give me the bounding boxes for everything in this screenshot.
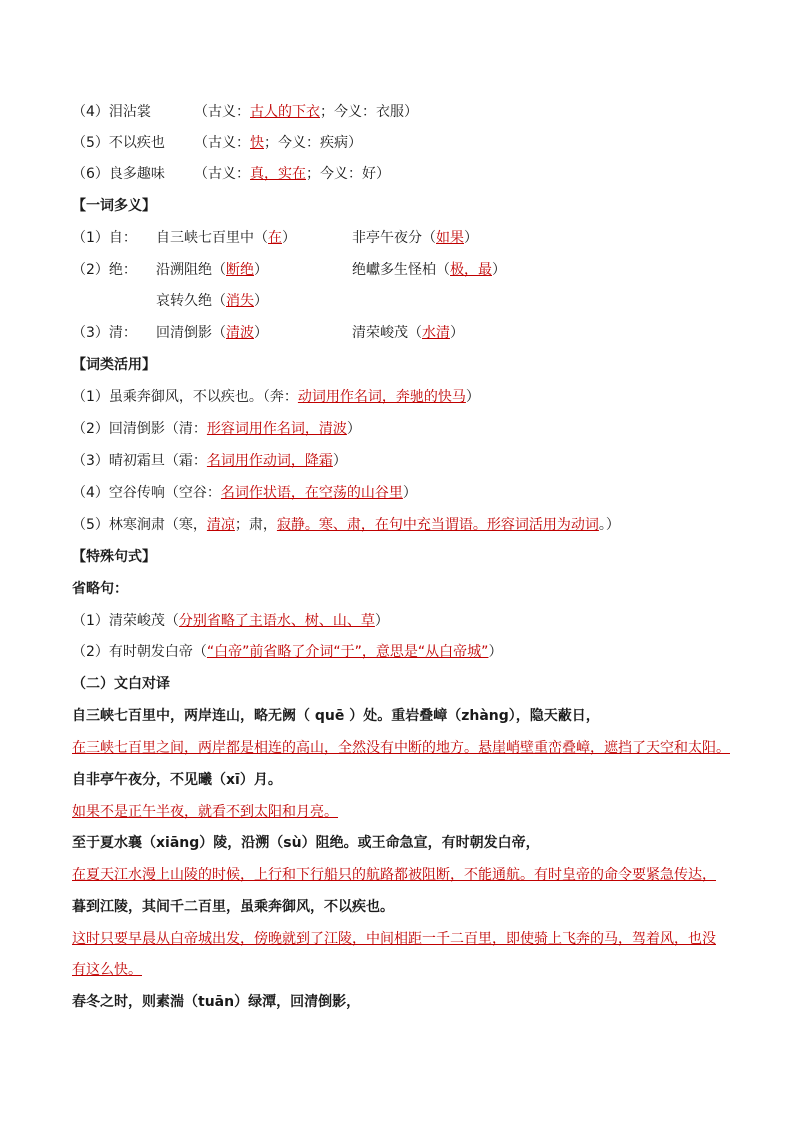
gujin-row-6: （6）良多趣味 （古义：真，实在；今义：好） <box>72 166 390 182</box>
section-heading-wenbai: （二）文白对译 <box>72 676 170 692</box>
yici-row-2: （2）绝： 沿溯阻绝（断绝） 绝巘多生怪柏（极，最） <box>72 262 506 278</box>
wenbai-trans-3: 在夏天江水漫上山陵的时候，上行和下行船只的航路都被阻断，不能通航。有时皇帝的命令要紧急传达， <box>72 867 716 883</box>
cilei-row-1: （1）虽乘奔御风，不以疾也。（奔：动词用作名词，奔驰的快马） <box>72 389 480 405</box>
teshu-row-1: （1）清荣峻茂（分别省略了主语水、树、山、草） <box>72 613 389 629</box>
wenbai-trans-4b: 有这么快。 <box>72 962 142 978</box>
gujin-row-4: （4）泪沾裳 （古义：古人的下衣；今义：衣服） <box>72 104 418 120</box>
document-page: （4）泪沾裳 （古义：古人的下衣；今义：衣服） （5）不以疾也 （古义：快；今义：疾病） （6）良多趣味 （古义：真，实在；今义：好） 【一词多义】 （1）自： 自三峡七百里中（在） 非亭午夜分（如果） （2）绝： 沿溯阻绝（断绝） 绝巘多生怪柏（极，最） 哀转久绝（消失） （3）清： 回清倒影（清波） 清荣峻茂（水清） 【词类活用】 （1）虽乘奔御风，不以疾也。（奔：动词用作名词，奔驰的快马） （2）回清倒影（清：形容词用作名词，清波） （3）晴初霜旦（霜：名词用作动词，降霜） （4）空谷传响（空谷：名词作状语，在空荡的山谷里） （5）林寒涧肃（寒，清凉；肃，寂静。寒、肃，在句中充当谓语。形容词活用为动词。） 【特殊句式】 省略句： （1）清荣峻茂（分别省略了主语水、树、山、草） （2）有时朝发白帝（“白帝”前省略了介词“于”，意思是“从白帝城”） （二）文白对译 自三峡七百里中，两岸连山，略无阙（ quē ）处。重岩叠嶂（zhàng），隐天蔽日， 在三峡七百里之间，两岸都是相连的高山，全然没有中断的地方。悬崖峭壁重峦叠嶂，遮挡了天空和太阳。 自非亭午夜分，不见曦（xī）月。 如果不是正午半夜，就看不到太阳和月亮。 至于夏水襄（xiāng）陵，沿溯（sù）阻绝。或王命急宣，有时朝发白帝， 在夏天江水漫上山陵的时候，上行和下行船只的航路都被阻断，不能通航。有时皇帝的命令要紧急传达， 暮到江陵，其间千二百里，虽乘奔御风，不以疾也。 这时只要早晨从白帝城出发，傍晚就到了江陵，中间相距一千二百里，即使骑上飞奔的马，驾着风，也没 有这么快。 春冬之时，则素湍（tuān）绿潭，回清倒影， <box>72 104 730 1010</box>
wenbai-trans-4a: 这时只要早晨从白帝城出发，傍晚就到了江陵，中间相距一千二百里，即使骑上飞奔的马，驾着风，也没 <box>72 931 716 947</box>
cilei-row-2: （2）回清倒影（清：形容词用作名词，清波） <box>72 421 361 437</box>
cilei-row-5: （5）林寒涧肃（寒，清凉；肃，寂静。寒、肃，在句中充当谓语。形容词活用为动词。） <box>72 517 620 533</box>
wenbai-orig-2: 自非亭午夜分，不见曦（xī）月。 <box>72 772 282 788</box>
wenbai-orig-5: 春冬之时，则素湍（tuān）绿潭，回清倒影， <box>72 994 361 1010</box>
cilei-row-3: （3）晴初霜旦（霜：名词用作动词，降霜） <box>72 453 347 469</box>
teshu-row-2: （2）有时朝发白帝（“白帝”前省略了介词“于”，意思是“从白帝城”） <box>72 644 503 660</box>
wenbai-trans-1: 在三峡七百里之间，两岸都是相连的高山，全然没有中断的地方。悬崖峭壁重峦叠嶂，遮挡了天空和太阳。 <box>72 740 730 756</box>
wenbai-trans-2: 如果不是正午半夜，就看不到太阳和月亮。 <box>72 804 338 820</box>
wenbai-orig-3: 至于夏水襄（xiāng）陵，沿溯（sù）阻绝。或王命急宣，有时朝发白帝， <box>72 835 540 851</box>
section-heading-cileihuoyong: 【词类活用】 <box>72 357 156 373</box>
cilei-row-4: （4）空谷传响（空谷：名词作状语，在空荡的山谷里） <box>72 485 417 501</box>
gujin-row-5: （5）不以疾也 （古义：快；今义：疾病） <box>72 135 362 151</box>
yici-row-3: （3）清： 回清倒影（清波） 清荣峻茂（水清） <box>72 325 464 341</box>
sub-heading-shenglue: 省略句： <box>72 581 128 597</box>
section-heading-teshujushi: 【特殊句式】 <box>72 549 156 565</box>
section-heading-yicirduoyi: 【一词多义】 <box>72 198 156 214</box>
wenbai-orig-4: 暮到江陵，其间千二百里，虽乘奔御风，不以疾也。 <box>72 899 394 915</box>
yici-row-1: （1）自： 自三峡七百里中（在） 非亭午夜分（如果） <box>72 230 478 246</box>
wenbai-orig-1: 自三峡七百里中，两岸连山，略无阙（ quē ）处。重岩叠嶂（zhàng），隐天蔽日， <box>72 708 600 724</box>
